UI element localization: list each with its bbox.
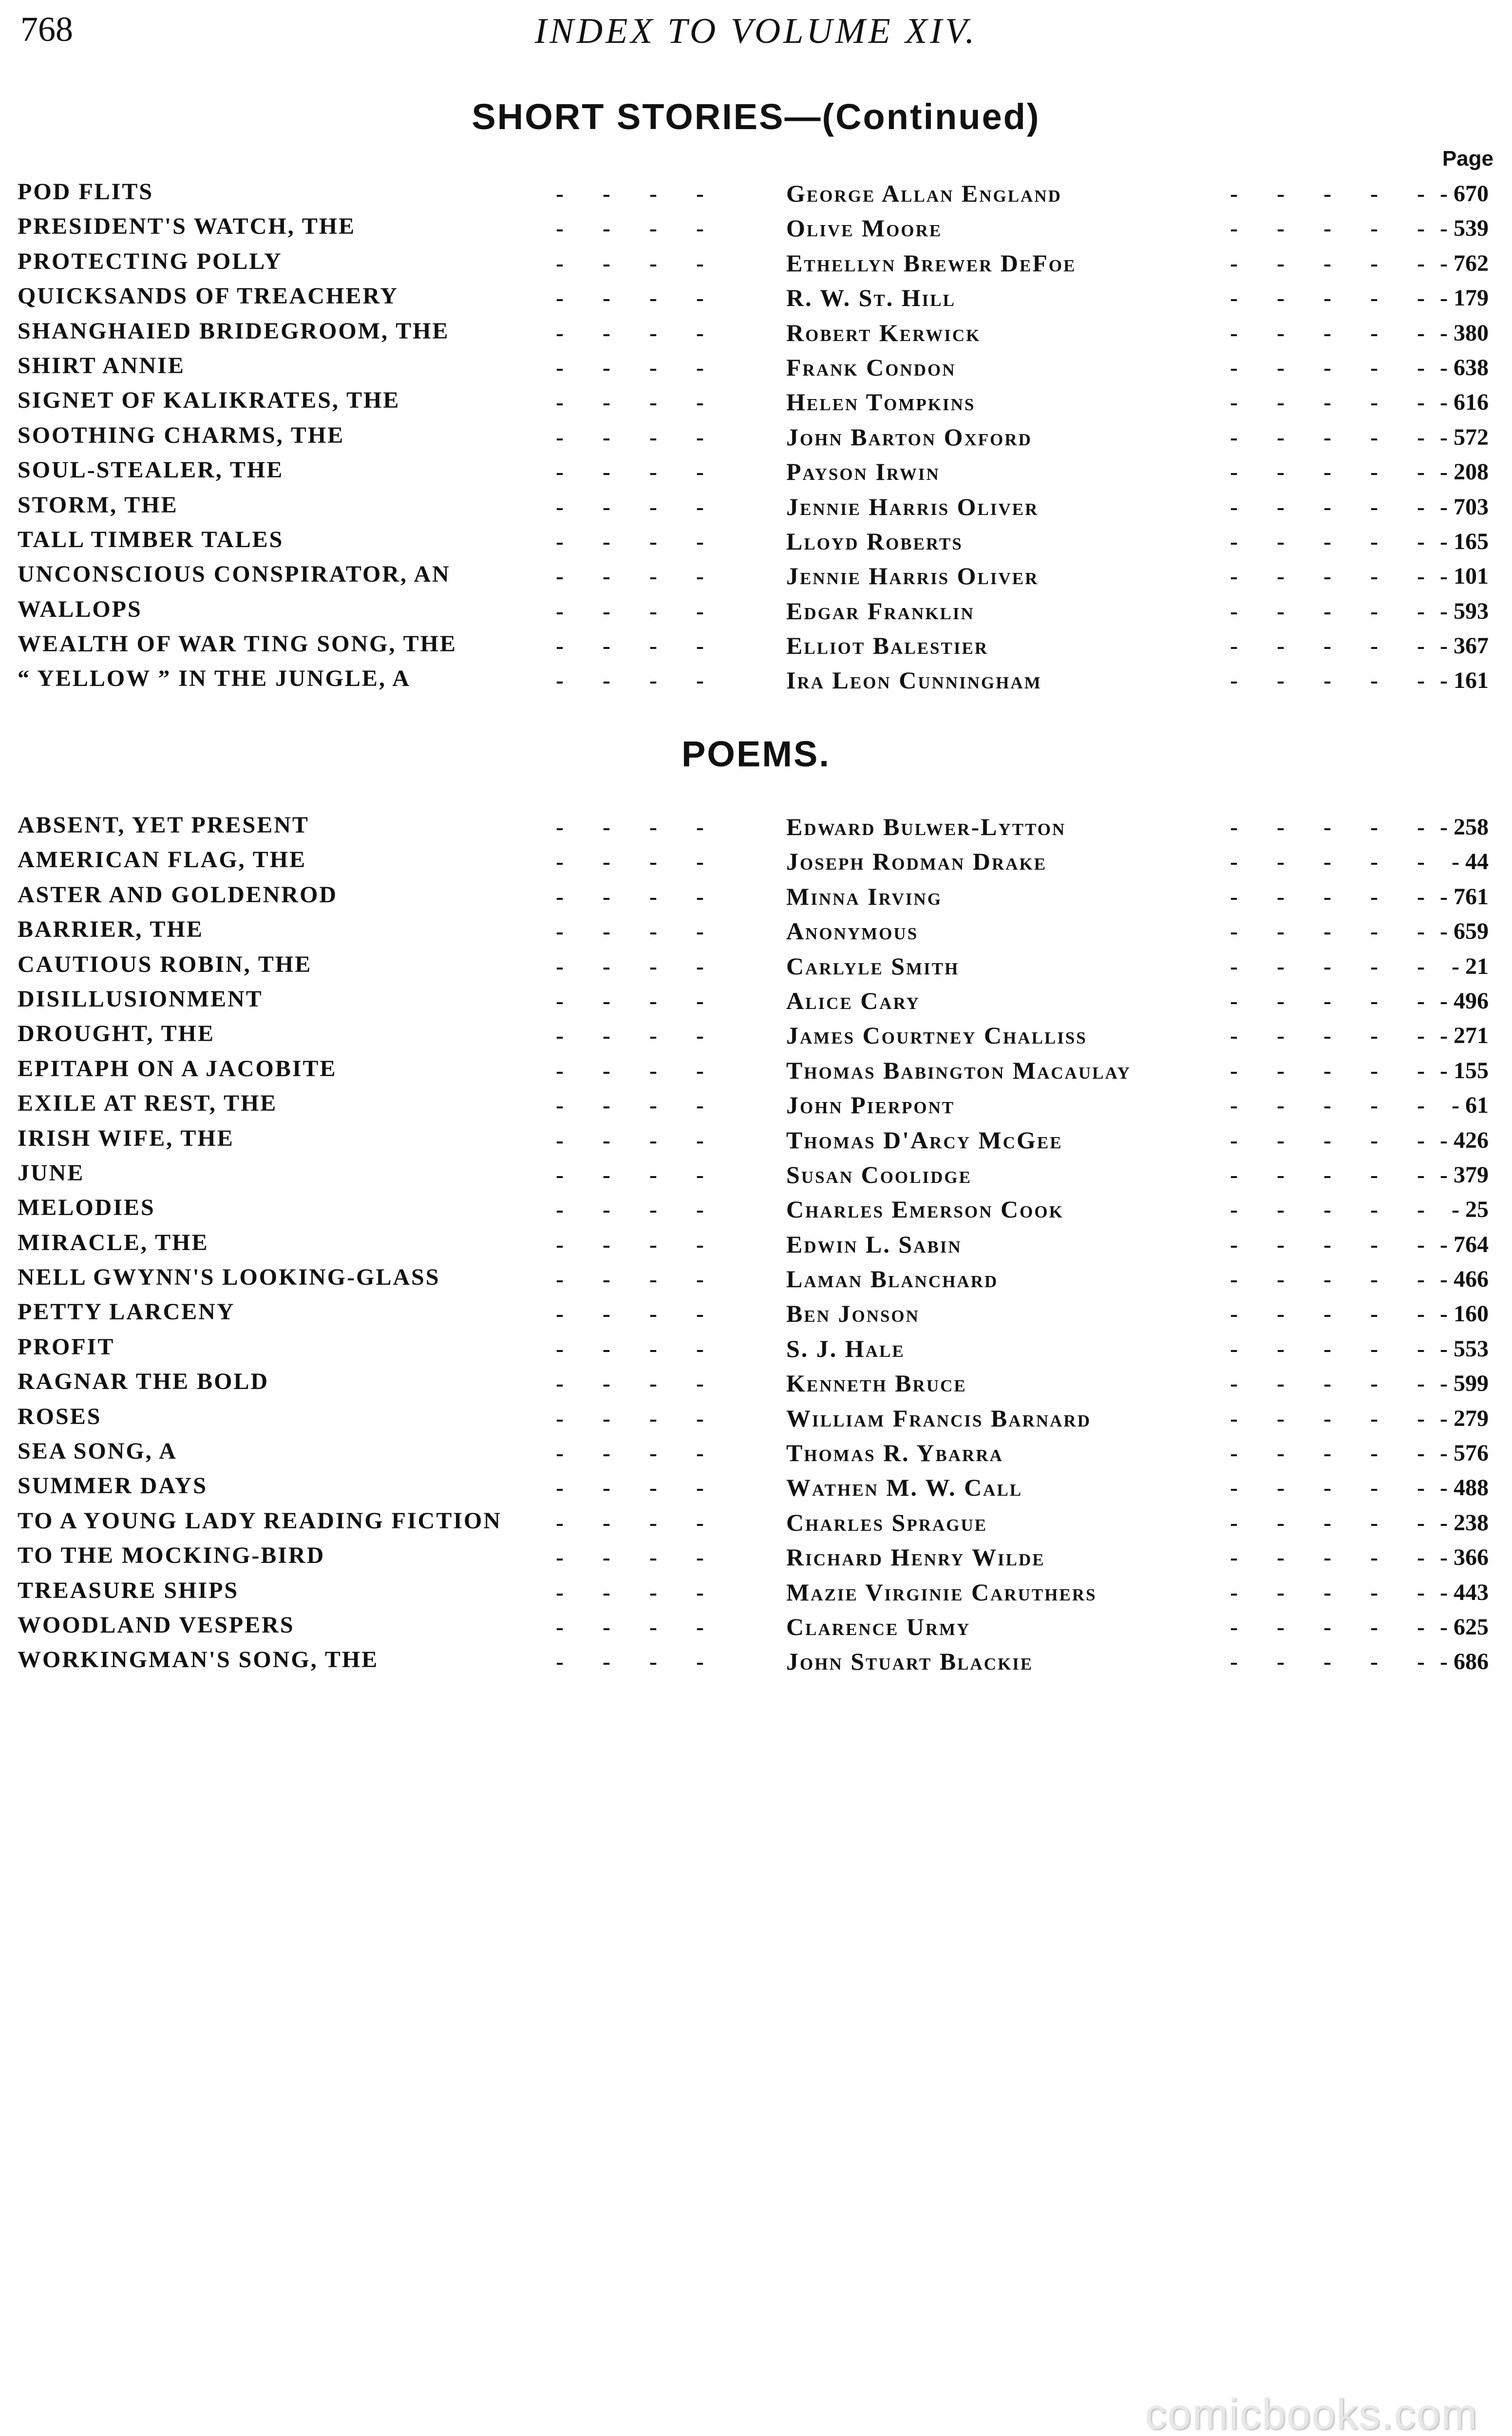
entry-page-number: - 638	[1440, 354, 1489, 381]
leader-dots: - - - - -	[1230, 1475, 1441, 1501]
entry-page-number: - 366	[1440, 1544, 1489, 1571]
entry-title: EPITAPH ON A JACOBITE	[18, 1055, 337, 1082]
leader-dots: - - - -	[556, 1614, 720, 1640]
entry-title: CAUTIOUS ROBIN, THE	[18, 951, 312, 977]
entry-author: R. W. St. Hill	[786, 284, 956, 312]
entry-author: Susan Coolidge	[786, 1161, 972, 1188]
index-entry	[0, 592, 1512, 627]
leader-dots: - - - -	[556, 1197, 720, 1223]
leader-dots: - - - -	[556, 250, 720, 276]
page-number: 768	[20, 10, 73, 49]
entry-author: Kenneth Bruce	[786, 1370, 967, 1397]
entry-author: Richard Henry Wilde	[786, 1543, 1045, 1571]
entry-page-number: - 208	[1440, 459, 1489, 485]
entry-page-number: - 762	[1440, 250, 1489, 276]
entry-page-number: - 161	[1440, 667, 1489, 694]
entry-page-number: - 367	[1440, 633, 1489, 659]
leader-dots: - - - - -	[1230, 918, 1441, 945]
entry-page-number: - 539	[1440, 215, 1489, 242]
section-heading-poems: POEMS.	[681, 734, 831, 774]
entry-title: MELODIES	[18, 1195, 155, 1221]
entry-title: WALLOPS	[18, 596, 142, 622]
index-entry	[0, 453, 1512, 487]
index-entry	[0, 877, 1512, 912]
leader-dots: - - - - -	[1230, 389, 1441, 416]
index-entry	[0, 1330, 1512, 1364]
entry-author: James Courtney Challiss	[786, 1022, 1087, 1049]
leader-dots: - - - - -	[1230, 494, 1441, 520]
entry-title: SEA SONG, A	[18, 1438, 177, 1465]
leader-dots: - - - -	[556, 1649, 720, 1675]
leader-dots: - - - - -	[1230, 528, 1441, 554]
index-entry	[0, 1016, 1512, 1051]
index-entry	[0, 1121, 1512, 1156]
index-entry	[0, 557, 1512, 591]
leader-dots: - - - - -	[1230, 459, 1441, 485]
entry-page-number: - 553	[1440, 1335, 1489, 1362]
leader-dots: - - - - -	[1230, 1614, 1441, 1640]
leader-dots: - - - - -	[1230, 598, 1441, 624]
entry-page-number: - 101	[1440, 563, 1489, 590]
leader-dots: - - - -	[556, 849, 720, 875]
leader-dots: - - - - -	[1230, 285, 1441, 311]
index-entry	[0, 842, 1512, 877]
leader-dots: - - - - -	[1230, 988, 1441, 1014]
entry-author: Mazie Virginie Caruthers	[786, 1578, 1097, 1606]
entry-page-number: - 426	[1440, 1127, 1489, 1153]
entry-page-number: - 279	[1440, 1405, 1489, 1431]
index-entry	[0, 1503, 1512, 1538]
page-column-label: Page	[1442, 147, 1493, 171]
leader-dots: - - - - -	[1230, 1266, 1441, 1293]
leader-dots: - - - -	[556, 814, 720, 840]
entry-page-number: - 238	[1440, 1509, 1489, 1536]
entry-title: DISILLUSIONMENT	[18, 986, 263, 1012]
entry-page-number: - 572	[1440, 424, 1489, 450]
entry-page-number: - 761	[1440, 883, 1489, 910]
entry-title: SOOTHING CHARMS, THE	[18, 422, 345, 448]
leader-dots: - - - - -	[1230, 1023, 1441, 1049]
leader-dots: - - - -	[556, 1023, 720, 1049]
leader-dots: - - - -	[556, 320, 720, 346]
entry-title: MIRACLE, THE	[18, 1229, 209, 1256]
entry-title: JUNE	[18, 1160, 85, 1186]
index-entry	[0, 1190, 1512, 1225]
entry-author: Lloyd Roberts	[786, 527, 963, 555]
watermark-logo: comicbooks.com	[1145, 2390, 1478, 2436]
entry-title: SHIRT ANNIE	[18, 352, 185, 379]
leader-dots: - - - - -	[1230, 883, 1441, 910]
entry-author: Anonymous	[786, 917, 919, 945]
leader-dots: - - - -	[556, 494, 720, 520]
entry-title: “ YELLOW ” IN THE JUNGLE, A	[18, 666, 411, 692]
leader-dots: - - - -	[556, 633, 720, 659]
entry-page-number: - 179	[1440, 285, 1489, 311]
leader-dots: - - - -	[556, 1092, 720, 1119]
index-entry	[0, 1225, 1512, 1260]
entry-author: Clarence Urmy	[786, 1613, 971, 1640]
entry-page-number: - 165	[1440, 528, 1489, 554]
entry-page-number: - 44	[1452, 849, 1489, 875]
entry-page-number: - 380	[1440, 320, 1489, 346]
entry-title: ABSENT, YET PRESENT	[18, 812, 309, 838]
index-entry	[0, 209, 1512, 244]
index-entry	[0, 1260, 1512, 1294]
entry-title: PRESIDENT'S WATCH, THE	[18, 213, 356, 240]
leader-dots: - - - - -	[1230, 667, 1441, 694]
entry-author: Jennie Harris Oliver	[786, 562, 1039, 590]
entry-author: Alice Cary	[786, 987, 920, 1014]
entry-title: AMERICAN FLAG, THE	[18, 847, 307, 873]
entry-author: Olive Moore	[786, 214, 943, 242]
entry-title: WEALTH OF WAR TING SONG, THE	[18, 631, 457, 657]
entry-page-number: - 379	[1440, 1161, 1489, 1188]
leader-dots: - - - -	[556, 1475, 720, 1501]
entry-author: Ethellyn Brewer DeFoe	[786, 249, 1077, 277]
leader-dots: - - - -	[556, 459, 720, 485]
leader-dots: - - - -	[556, 1161, 720, 1188]
leader-dots: - - - -	[556, 354, 720, 381]
entry-author: Ira Leon Cunningham	[786, 666, 1042, 694]
leader-dots: - - - -	[556, 1231, 720, 1257]
index-entry	[0, 1468, 1512, 1503]
entry-author: S. J. Hale	[786, 1334, 905, 1362]
entry-author: Laman Blanchard	[786, 1265, 999, 1293]
leader-dots: - - - -	[556, 1405, 720, 1431]
leader-dots: - - - - -	[1230, 1370, 1441, 1397]
leader-dots: - - - -	[556, 953, 720, 979]
entry-title: SHANGHAIED BRIDEGROOM, THE	[18, 318, 450, 344]
index-entry	[0, 522, 1512, 557]
entry-title: PROFIT	[18, 1333, 115, 1360]
leader-dots: - - - - -	[1230, 1127, 1441, 1153]
index-entry	[0, 1051, 1512, 1086]
leader-dots: - - - - -	[1230, 1161, 1441, 1188]
entry-page-number: - 599	[1440, 1370, 1489, 1397]
short-stories-list	[0, 174, 1512, 696]
leader-dots: - - - -	[556, 918, 720, 945]
entry-title: RAGNAR THE BOLD	[18, 1369, 269, 1395]
leader-dots: - - - -	[556, 389, 720, 416]
leader-dots: - - - -	[556, 1301, 720, 1327]
index-entry	[0, 1642, 1512, 1677]
leader-dots: - - - - -	[1230, 1579, 1441, 1605]
entry-title: WORKINGMAN'S SONG, THE	[18, 1647, 379, 1673]
entry-page-number: - 258	[1440, 814, 1489, 840]
entry-title: EXILE AT REST, THE	[18, 1090, 278, 1117]
index-entry	[0, 244, 1512, 279]
leader-dots: - - - -	[556, 667, 720, 694]
entry-author: Edwin L. Sabin	[786, 1230, 962, 1258]
entry-author: Charles Emerson Cook	[786, 1196, 1064, 1223]
entry-author: Jennie Harris Oliver	[786, 493, 1039, 520]
leader-dots: - - - - -	[1230, 633, 1441, 659]
index-entry	[0, 1538, 1512, 1573]
index-entry	[0, 1608, 1512, 1642]
leader-dots: - - - -	[556, 215, 720, 242]
entry-title: QUICKSANDS OF TREACHERY	[18, 283, 399, 309]
index-entry	[0, 1086, 1512, 1121]
leader-dots: - - - -	[556, 1057, 720, 1084]
entry-author: Helen Tompkins	[786, 388, 976, 416]
leader-dots: - - - -	[556, 883, 720, 910]
leader-dots: - - - - -	[1230, 953, 1441, 979]
entry-title: NELL GWYNN'S LOOKING-GLASS	[18, 1264, 440, 1291]
entry-author: John Pierpont	[786, 1091, 955, 1119]
entry-author: Carlyle Smith	[786, 952, 960, 980]
entry-title: UNCONSCIOUS CONSPIRATOR, AN	[18, 561, 451, 588]
leader-dots: - - - -	[556, 1440, 720, 1466]
entry-title: ASTER AND GOLDENROD	[18, 881, 338, 908]
index-entry	[0, 1156, 1512, 1190]
entry-page-number: - 271	[1440, 1023, 1489, 1049]
leader-dots: - - - -	[556, 424, 720, 450]
leader-dots: - - - -	[556, 528, 720, 554]
leader-dots: - - - -	[556, 1335, 720, 1362]
index-entry	[0, 383, 1512, 418]
leader-dots: - - - - -	[1230, 1405, 1441, 1431]
entry-title: DROUGHT, THE	[18, 1021, 215, 1047]
entry-title: PETTY LARCENY	[18, 1299, 235, 1325]
index-entry	[0, 661, 1512, 696]
entry-title: PROTECTING POLLY	[18, 248, 283, 274]
entry-author: Thomas R. Ybarra	[786, 1439, 1003, 1467]
entry-page-number: - 160	[1440, 1301, 1489, 1327]
entry-page-number: - 496	[1440, 988, 1489, 1014]
entry-page-number: - 703	[1440, 494, 1489, 520]
entry-title: TO A YOUNG LADY READING FICTION	[18, 1507, 502, 1534]
leader-dots: - - - - -	[1230, 563, 1441, 590]
leader-dots: - - - -	[556, 1544, 720, 1571]
leader-dots: - - - - -	[1230, 1092, 1441, 1119]
leader-dots: - - - - -	[1230, 1440, 1441, 1466]
leader-dots: - - - - -	[1230, 1301, 1441, 1327]
entry-author: Edward Bulwer-Lytton	[786, 813, 1066, 840]
entry-author: William Francis Barnard	[786, 1404, 1091, 1432]
entry-page-number: - 576	[1440, 1440, 1489, 1466]
leader-dots: - - - - -	[1230, 1335, 1441, 1362]
entry-author: Ben Jonson	[786, 1300, 920, 1328]
index-entry	[0, 418, 1512, 453]
entry-author: Joseph Rodman Drake	[786, 848, 1047, 875]
index-entry	[0, 982, 1512, 1016]
leader-dots: - - - - -	[1230, 814, 1441, 840]
entry-author: Robert Kerwick	[786, 319, 981, 346]
entry-page-number: - 466	[1440, 1266, 1489, 1293]
entry-author: Edgar Franklin	[786, 597, 975, 625]
entry-author: John Barton Oxford	[786, 423, 1032, 451]
entry-title: IRISH WIFE, THE	[18, 1125, 234, 1151]
leader-dots: - - - - -	[1230, 320, 1441, 346]
index-entry	[0, 1573, 1512, 1608]
entry-author: Minna Irving	[786, 882, 943, 910]
entry-page-number: - 21	[1452, 953, 1489, 979]
entry-title: TO THE MOCKING-BIRD	[18, 1542, 325, 1569]
entry-title: SIGNET OF KALIKRATES, THE	[18, 387, 400, 414]
entry-author: Thomas Babington Macaulay	[786, 1056, 1131, 1084]
leader-dots: - - - -	[556, 285, 720, 311]
entry-author: Elliot Balestier	[786, 632, 989, 660]
index-entry	[0, 808, 1512, 842]
index-entry	[0, 1364, 1512, 1399]
entry-title: STORM, THE	[18, 492, 178, 518]
index-entry	[0, 912, 1512, 947]
entry-page-number: - 764	[1440, 1231, 1489, 1257]
leader-dots: - - - - -	[1230, 354, 1441, 381]
poems-list	[0, 808, 1512, 1677]
entry-author: John Stuart Blackie	[786, 1648, 1034, 1675]
leader-dots: - - - - -	[1230, 215, 1441, 242]
leader-dots: - - - -	[556, 1579, 720, 1605]
leader-dots: - - - - -	[1230, 250, 1441, 276]
leader-dots: - - - - -	[1230, 424, 1441, 450]
entry-page-number: - 686	[1440, 1649, 1489, 1675]
leader-dots: - - - -	[556, 988, 720, 1014]
entry-author: Frank Condon	[786, 353, 956, 381]
entry-page-number: - 443	[1440, 1579, 1489, 1605]
entry-title: ROSES	[18, 1403, 102, 1429]
entry-author: George Allan England	[786, 180, 1062, 207]
leader-dots: - - - - -	[1230, 1544, 1441, 1571]
entry-page-number: - 625	[1440, 1614, 1489, 1640]
entry-title: TREASURE SHIPS	[18, 1577, 239, 1603]
index-entry	[0, 627, 1512, 661]
leader-dots: - - - - -	[1230, 1057, 1441, 1084]
leader-dots: - - - - -	[1230, 1197, 1441, 1223]
leader-dots: - - - -	[556, 1370, 720, 1397]
leader-dots: - - - -	[556, 1509, 720, 1536]
leader-dots: - - - -	[556, 1127, 720, 1153]
index-entry	[0, 1434, 1512, 1468]
section-heading-short-stories: SHORT STORIES—(Continued)	[472, 96, 1040, 137]
entry-title: WOODLAND VESPERS	[18, 1612, 295, 1638]
leader-dots: - - - - -	[1230, 1509, 1441, 1536]
entry-author: Thomas D'Arcy McGee	[786, 1126, 1063, 1154]
leader-dots: - - - - -	[1230, 1231, 1441, 1257]
entry-page-number: - 670	[1440, 181, 1489, 207]
entry-page-number: - 616	[1440, 389, 1489, 416]
leader-dots: - - - - -	[1230, 181, 1441, 207]
entry-title: TALL TIMBER TALES	[18, 526, 284, 552]
entry-title: BARRIER, THE	[18, 916, 204, 943]
entry-page-number: - 593	[1440, 598, 1489, 624]
leader-dots: - - - -	[556, 181, 720, 207]
leader-dots: - - - -	[556, 598, 720, 624]
leader-dots: - - - -	[556, 1266, 720, 1293]
entry-title: SUMMER DAYS	[18, 1473, 208, 1499]
entry-title: POD FLITS	[18, 179, 154, 205]
index-entry	[0, 488, 1512, 522]
index-entry	[0, 279, 1512, 313]
entry-author: Wathen M. W. Call	[786, 1474, 1023, 1502]
index-entry	[0, 314, 1512, 348]
entry-page-number: - 155	[1440, 1057, 1489, 1084]
entry-author: Payson Irwin	[786, 458, 940, 486]
entry-title: SOUL-STEALER, THE	[18, 457, 284, 483]
index-entry	[0, 947, 1512, 982]
leader-dots: - - - -	[556, 563, 720, 590]
entry-page-number: - 488	[1440, 1475, 1489, 1501]
entry-page-number: - 61	[1452, 1092, 1489, 1119]
index-entry	[0, 1399, 1512, 1434]
index-entry	[0, 1294, 1512, 1329]
leader-dots: - - - - -	[1230, 849, 1441, 875]
entry-page-number: - 25	[1452, 1197, 1489, 1223]
entry-page-number: - 659	[1440, 918, 1489, 945]
index-entry	[0, 174, 1512, 209]
running-title: INDEX TO VOLUME XIV.	[534, 11, 978, 51]
leader-dots: - - - - -	[1230, 1649, 1441, 1675]
entry-author: Charles Sprague	[786, 1508, 988, 1536]
index-entry	[0, 348, 1512, 383]
